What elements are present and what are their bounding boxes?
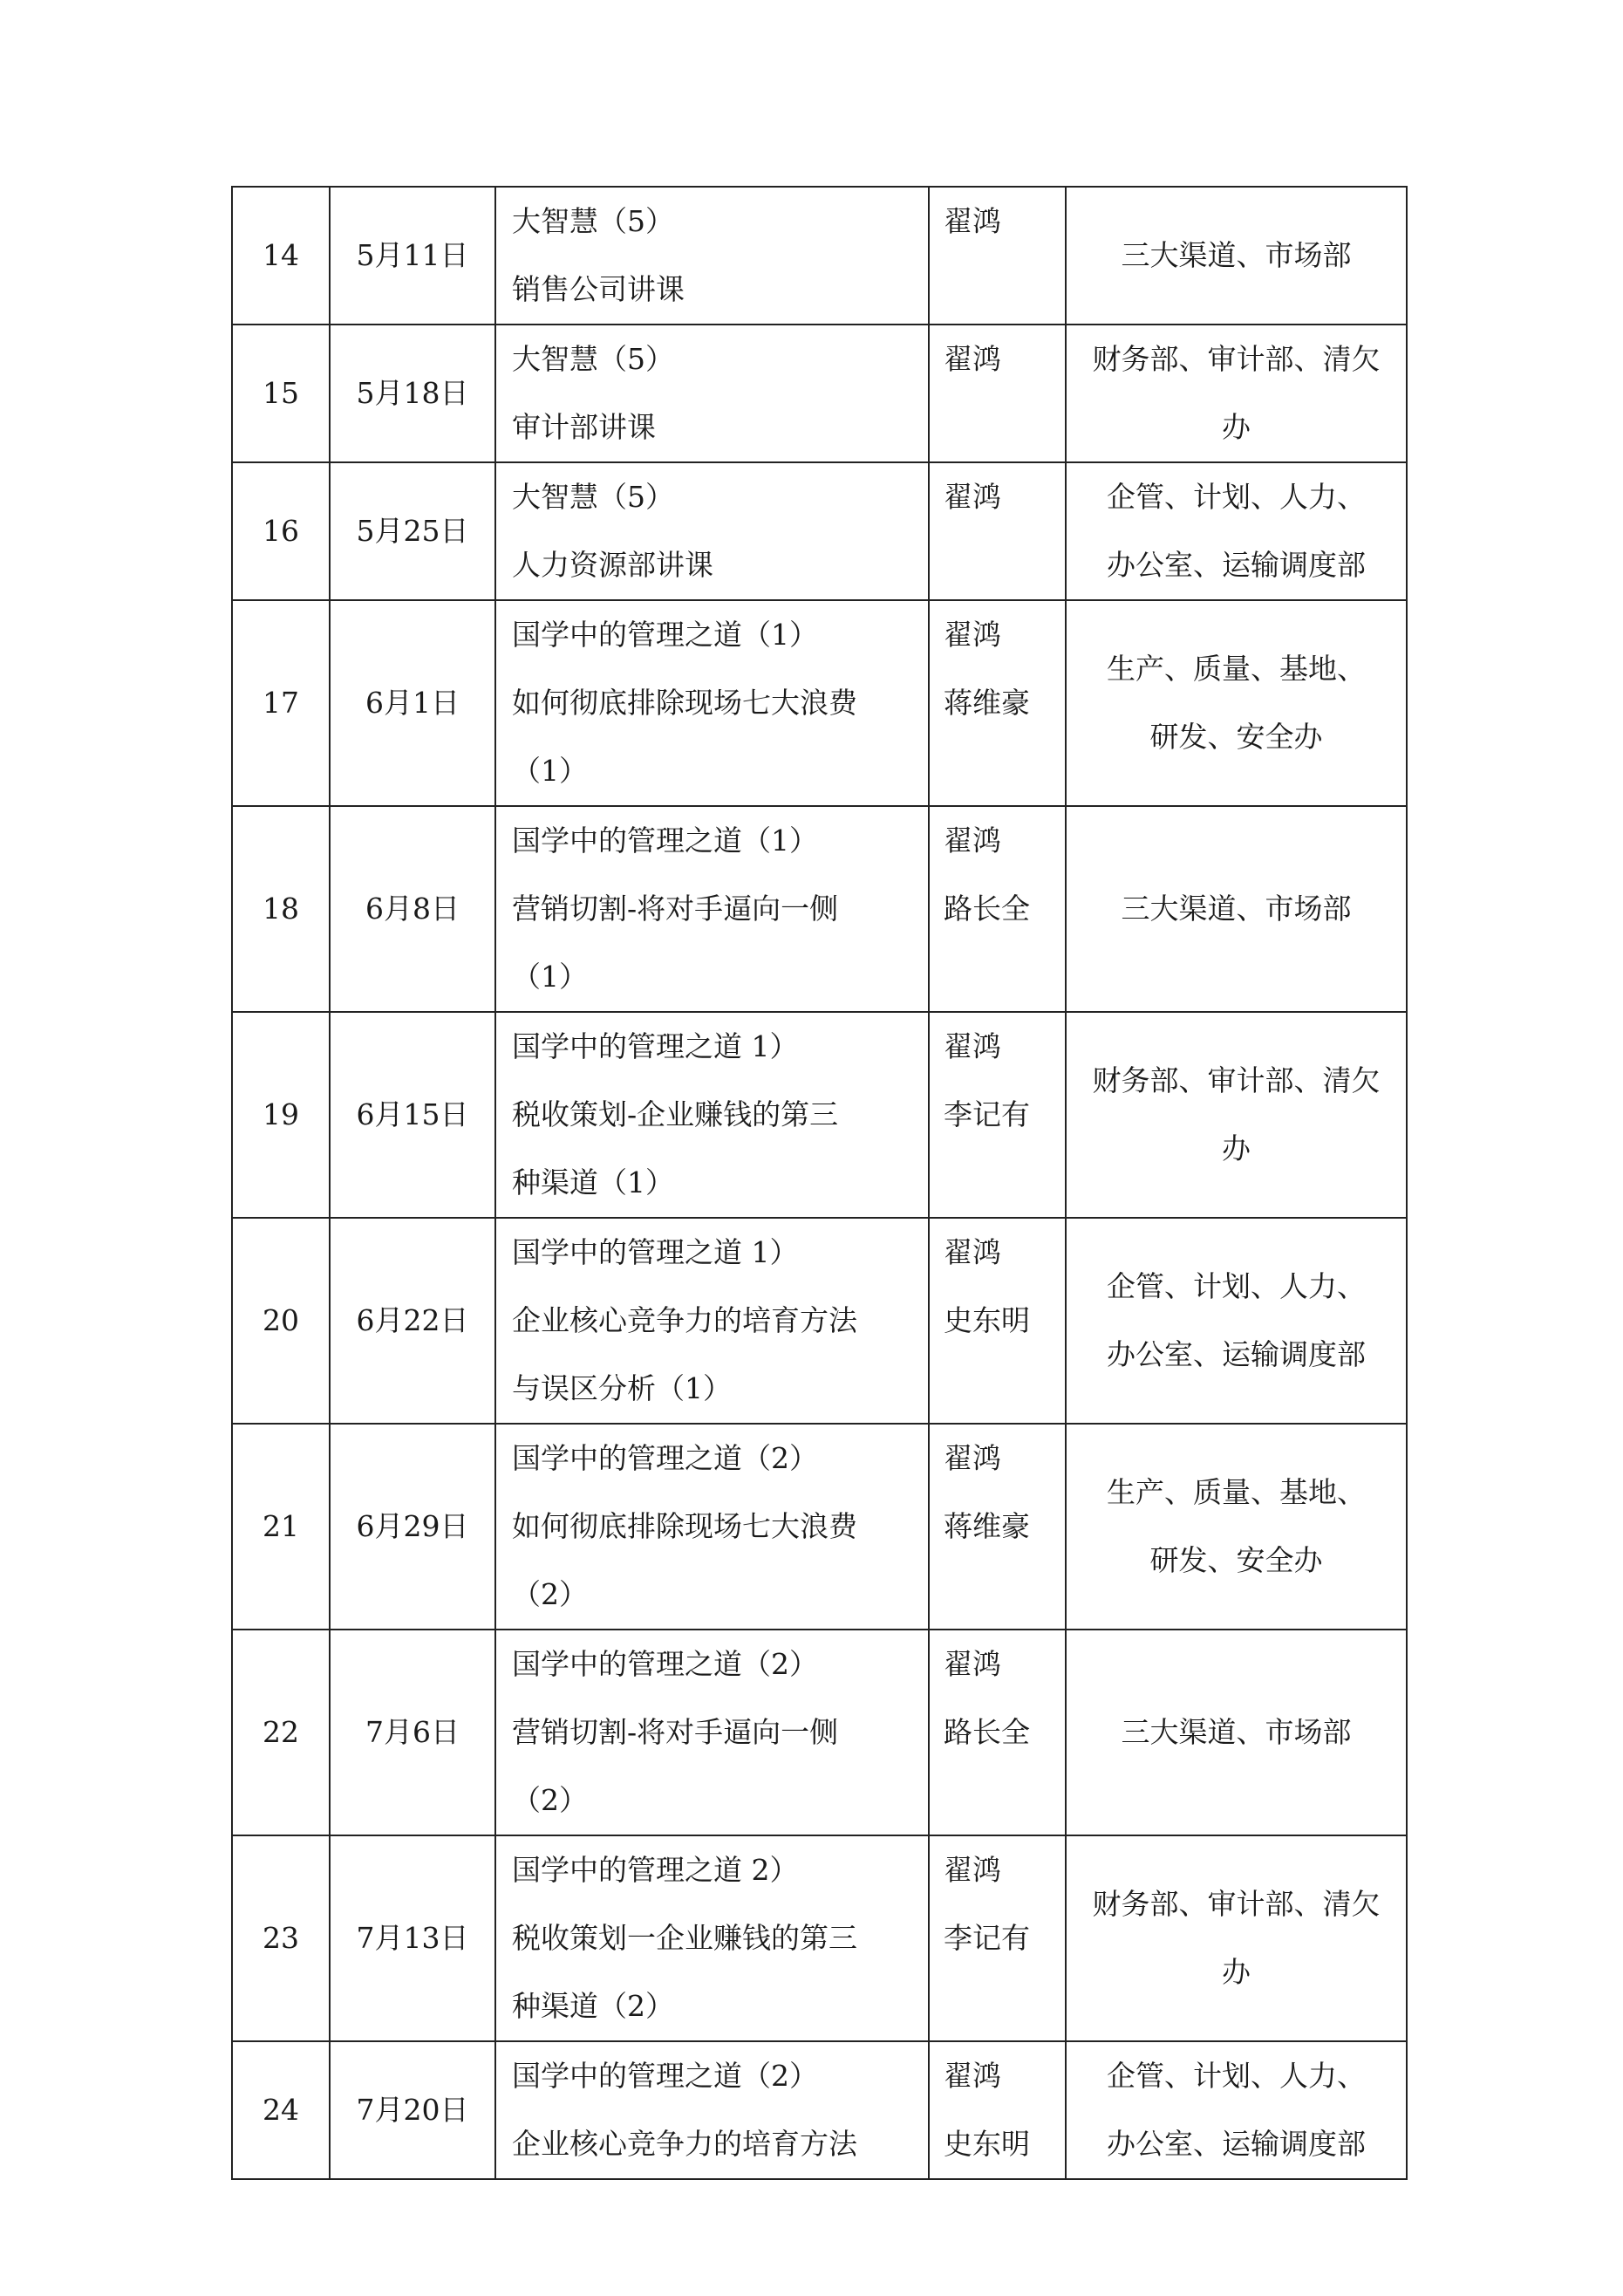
department-line: 办公室、运输调度部: [1107, 2127, 1366, 2161]
row-number-cell: [232, 1835, 330, 2041]
teacher-name: 翟鸿: [944, 1441, 1001, 1475]
department-cell: [1066, 1218, 1407, 1424]
teacher-name: 翟鸿: [944, 1853, 1001, 1887]
table-row: [232, 1424, 1407, 1630]
department-line: 生产、质量、基地、: [1107, 652, 1366, 686]
department-cell: [1066, 600, 1407, 806]
course-topic-line: 企业核心竞争力的培育方法: [512, 2127, 857, 2161]
department-line: 办: [1222, 1131, 1251, 1165]
row-number-cell: [232, 325, 330, 462]
teacher-name: 翟鸿: [944, 1029, 1001, 1063]
teacher-name: 李记有: [944, 1921, 1030, 1955]
course-topic-line: 国学中的管理之道（2）: [512, 1441, 818, 1475]
row-number: 22: [263, 1715, 299, 1749]
table-row: [232, 1835, 1407, 2041]
training-schedule-table: [231, 186, 1408, 2180]
course-topic-line: 国学中的管理之道（1）: [512, 618, 818, 652]
date-cell: [330, 187, 495, 325]
course-date: 6月22日: [356, 1303, 469, 1337]
topic-cell: [495, 806, 929, 1012]
teacher-name: 翟鸿: [944, 618, 1001, 652]
department-line: 企管、计划、人力、: [1107, 480, 1366, 514]
table-row: [232, 187, 1407, 325]
teacher-name: 翟鸿: [944, 342, 1001, 376]
course-topic-line: 种渠道（2）: [512, 1989, 674, 2023]
topic-cell: [495, 325, 929, 462]
department-line: 三大渠道、市场部: [1121, 892, 1352, 926]
teacher-name: 蒋维豪: [944, 1509, 1030, 1543]
teacher-name: 路长全: [944, 1715, 1030, 1749]
department-line: 办公室、运输调度部: [1107, 548, 1366, 582]
department-cell: [1066, 1012, 1407, 1218]
course-topic-line: 如何彻底排除现场七大浪费: [512, 686, 857, 720]
course-topic-line: 审计部讲课: [512, 410, 656, 444]
teacher-cell: [929, 462, 1066, 600]
teacher-name: 翟鸿: [944, 1647, 1001, 1681]
course-date: 5月25日: [356, 514, 469, 548]
teacher-cell: [929, 1835, 1066, 2041]
course-date: 6月29日: [356, 1509, 469, 1543]
row-number: 21: [263, 1509, 299, 1543]
course-topic-line: 种渠道（1）: [512, 1165, 674, 1199]
date-cell: [330, 462, 495, 600]
row-number: 15: [263, 376, 299, 410]
row-number: 17: [263, 686, 299, 720]
date-cell: [330, 1012, 495, 1218]
course-topic-line: （2）: [512, 1783, 588, 1817]
table-row: [232, 806, 1407, 1012]
course-topic-line: 大智慧（5）: [512, 480, 674, 514]
course-topic-line: 税收策划一企业赚钱的第三: [512, 1921, 857, 1955]
row-number: 23: [263, 1921, 299, 1955]
department-line: 三大渠道、市场部: [1121, 238, 1352, 272]
department-cell: [1066, 2041, 1407, 2179]
department-cell: [1066, 462, 1407, 600]
topic-cell: [495, 1835, 929, 2041]
department-cell: [1066, 1835, 1407, 2041]
date-cell: [330, 806, 495, 1012]
course-topic-line: 国学中的管理之道 1）: [512, 1235, 799, 1269]
course-topic-line: 人力资源部讲课: [512, 548, 713, 582]
teacher-name: 蒋维豪: [944, 686, 1030, 720]
course-topic-line: （1）: [512, 754, 588, 788]
teacher-name: 翟鸿: [944, 823, 1001, 858]
department-cell: [1066, 806, 1407, 1012]
department-line: 办: [1222, 1955, 1251, 1989]
topic-cell: [495, 2041, 929, 2179]
table-row: [232, 600, 1407, 806]
teacher-cell: [929, 325, 1066, 462]
course-date: 6月15日: [356, 1097, 469, 1131]
teacher-cell: [929, 1218, 1066, 1424]
course-topic-line: 营销切割-将对手逼向一侧: [512, 892, 839, 926]
row-number-cell: [232, 462, 330, 600]
teacher-name: 翟鸿: [944, 2059, 1001, 2093]
date-cell: [330, 1218, 495, 1424]
teacher-name: 翟鸿: [944, 204, 1001, 238]
teacher-name: 翟鸿: [944, 1235, 1001, 1269]
course-date: 7月6日: [365, 1715, 460, 1749]
course-topic-line: 税收策划-企业赚钱的第三: [512, 1097, 839, 1131]
schedule-body: [232, 187, 1407, 2179]
course-date: 7月20日: [356, 2093, 469, 2127]
course-topic-line: 国学中的管理之道（2）: [512, 1647, 818, 1681]
teacher-cell: [929, 806, 1066, 1012]
department-line: 财务部、审计部、清欠: [1092, 342, 1381, 376]
table-row: [232, 325, 1407, 462]
department-cell: [1066, 187, 1407, 325]
topic-cell: [495, 1012, 929, 1218]
course-topic-line: （2）: [512, 1577, 588, 1611]
row-number: 16: [263, 514, 299, 548]
row-number: 20: [263, 1303, 299, 1337]
course-date: 6月1日: [365, 686, 460, 720]
teacher-cell: [929, 600, 1066, 806]
topic-cell: [495, 462, 929, 600]
course-topic-line: 国学中的管理之道 2）: [512, 1853, 799, 1887]
department-cell: [1066, 1630, 1407, 1835]
course-topic-line: 企业核心竞争力的培育方法: [512, 1303, 857, 1337]
course-date: 5月18日: [356, 376, 469, 410]
course-topic-line: 与误区分析（1）: [512, 1371, 732, 1405]
row-number-cell: [232, 187, 330, 325]
topic-cell: [495, 600, 929, 806]
teacher-cell: [929, 187, 1066, 325]
course-date: 7月13日: [356, 1921, 469, 1955]
course-topic-line: 如何彻底排除现场七大浪费: [512, 1509, 857, 1543]
department-line: 办公室、运输调度部: [1107, 1337, 1366, 1371]
department-line: 生产、质量、基地、: [1107, 1475, 1366, 1509]
course-topic-line: 大智慧（5）: [512, 204, 674, 238]
row-number: 24: [263, 2093, 299, 2127]
table-row: [232, 462, 1407, 600]
department-line: 研发、安全办: [1149, 1543, 1323, 1577]
teacher-name: 史东明: [944, 1303, 1030, 1337]
row-number: 18: [263, 892, 299, 926]
topic-cell: [495, 1424, 929, 1630]
table-row: [232, 1012, 1407, 1218]
course-date: 6月8日: [365, 892, 460, 926]
date-cell: [330, 600, 495, 806]
date-cell: [330, 1835, 495, 2041]
row-number-cell: [232, 1012, 330, 1218]
row-number-cell: [232, 1218, 330, 1424]
teacher-cell: [929, 1012, 1066, 1218]
teacher-cell: [929, 1424, 1066, 1630]
department-cell: [1066, 325, 1407, 462]
row-number-cell: [232, 600, 330, 806]
department-cell: [1066, 1424, 1407, 1630]
teacher-name: 翟鸿: [944, 480, 1001, 514]
teacher-cell: [929, 2041, 1066, 2179]
department-line: 办: [1222, 410, 1251, 444]
department-line: 企管、计划、人力、: [1107, 2059, 1366, 2093]
topic-cell: [495, 1630, 929, 1835]
row-number: 14: [263, 238, 299, 272]
course-topic-line: 国学中的管理之道（2）: [512, 2059, 818, 2093]
date-cell: [330, 1424, 495, 1630]
row-number-cell: [232, 1424, 330, 1630]
course-topic-line: 销售公司讲课: [512, 272, 685, 306]
course-topic-line: 营销切割-将对手逼向一侧: [512, 1715, 839, 1749]
department-line: 研发、安全办: [1149, 720, 1323, 754]
row-number-cell: [232, 806, 330, 1012]
table-row: [232, 1218, 1407, 1424]
row-number-cell: [232, 2041, 330, 2179]
topic-cell: [495, 187, 929, 325]
date-cell: [330, 325, 495, 462]
date-cell: [330, 1630, 495, 1835]
department-line: 三大渠道、市场部: [1121, 1715, 1352, 1749]
department-line: 企管、计划、人力、: [1107, 1269, 1366, 1303]
topic-cell: [495, 1218, 929, 1424]
date-cell: [330, 2041, 495, 2179]
table-row: [232, 2041, 1407, 2179]
row-number-cell: [232, 1630, 330, 1835]
teacher-name: 路长全: [944, 892, 1030, 926]
department-line: 财务部、审计部、清欠: [1092, 1887, 1381, 1921]
teacher-name: 史东明: [944, 2127, 1030, 2161]
course-topic-line: 国学中的管理之道（1）: [512, 823, 818, 858]
row-number: 19: [263, 1097, 299, 1131]
department-line: 财务部、审计部、清欠: [1092, 1063, 1381, 1097]
table-row: [232, 1630, 1407, 1835]
course-date: 5月11日: [356, 238, 469, 272]
teacher-cell: [929, 1630, 1066, 1835]
teacher-name: 李记有: [944, 1097, 1030, 1131]
course-topic-line: 国学中的管理之道 1）: [512, 1029, 799, 1063]
course-topic-line: （1）: [512, 960, 588, 994]
course-topic-line: 大智慧（5）: [512, 342, 674, 376]
